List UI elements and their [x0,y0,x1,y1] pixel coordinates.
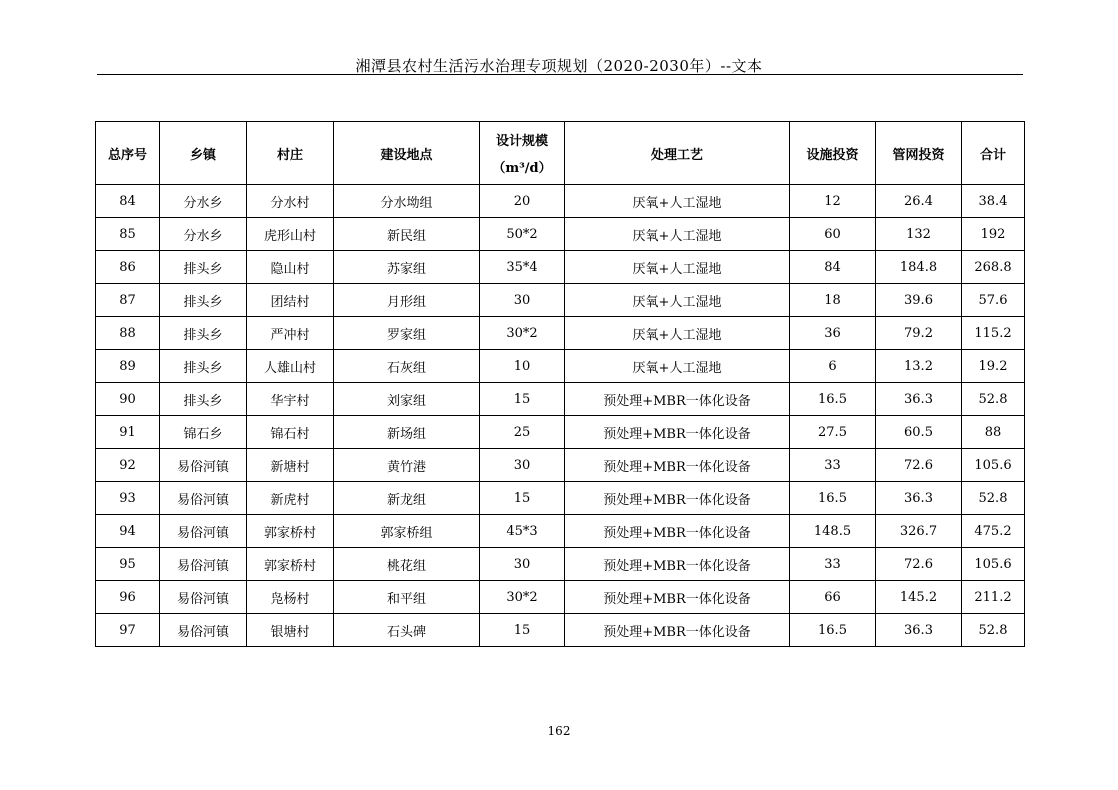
cell-facility-investment: 18 [790,284,876,317]
table-row [96,449,1025,482]
cell-serial: 88 [96,317,160,350]
cell-facility-investment: 60 [790,218,876,251]
cell-village: 隐山村 [247,251,334,284]
cell-pipe-investment: 72.6 [876,449,962,482]
header-facility-investment: 设施投资 [790,122,876,185]
cell-process: 预处理+MBR一体化设备 [565,614,790,647]
cell-total: 88 [962,416,1025,449]
cell-total: 38.4 [962,185,1025,218]
cell-township: 排头乡 [160,317,247,350]
cell-site: 和平组 [334,581,480,614]
cell-facility-investment: 16.5 [790,614,876,647]
cell-total: 52.8 [962,383,1025,416]
cell-site: 石头碑 [334,614,480,647]
cell-site: 刘家组 [334,383,480,416]
cell-total: 19.2 [962,350,1025,383]
header-pipe-investment: 管网投资 [876,122,962,185]
cell-township: 排头乡 [160,350,247,383]
cell-process: 预处理+MBR一体化设备 [565,548,790,581]
cell-site: 苏家组 [334,251,480,284]
table-row [96,548,1025,581]
cell-township: 易俗河镇 [160,581,247,614]
cell-village: 银塘村 [247,614,334,647]
table-row [96,515,1025,548]
cell-village: 新塘村 [247,449,334,482]
cell-design-scale: 15 [480,383,565,416]
cell-township: 排头乡 [160,251,247,284]
header-divider [97,74,1023,75]
cell-village: 凫杨村 [247,581,334,614]
cell-pipe-investment: 60.5 [876,416,962,449]
cell-facility-investment: 27.5 [790,416,876,449]
cell-total: 52.8 [962,482,1025,515]
cell-process: 预处理+MBR一体化设备 [565,581,790,614]
cell-pipe-investment: 26.4 [876,185,962,218]
cell-site: 新场组 [334,416,480,449]
cell-serial: 91 [96,416,160,449]
cell-design-scale: 30 [480,548,565,581]
table-row [96,317,1025,350]
header-township: 乡镇 [160,122,247,185]
cell-village: 郭家桥村 [247,515,334,548]
cell-total: 192 [962,218,1025,251]
cell-township: 分水乡 [160,185,247,218]
cell-township: 易俗河镇 [160,482,247,515]
cell-village: 严冲村 [247,317,334,350]
cell-township: 易俗河镇 [160,449,247,482]
cell-village: 人雄山村 [247,350,334,383]
table-row [96,482,1025,515]
cell-township: 分水乡 [160,218,247,251]
cell-process: 预处理+MBR一体化设备 [565,416,790,449]
cell-facility-investment: 84 [790,251,876,284]
cell-facility-investment: 12 [790,185,876,218]
cell-total: 52.8 [962,614,1025,647]
cell-pipe-investment: 132 [876,218,962,251]
cell-serial: 95 [96,548,160,581]
cell-village: 新虎村 [247,482,334,515]
cell-serial: 87 [96,284,160,317]
cell-facility-investment: 6 [790,350,876,383]
cell-township: 易俗河镇 [160,614,247,647]
cell-village: 分水村 [247,185,334,218]
cell-design-scale: 35*4 [480,251,565,284]
cell-design-scale: 10 [480,350,565,383]
cell-site: 新龙组 [334,482,480,515]
cell-pipe-investment: 72.6 [876,548,962,581]
cell-design-scale: 30*2 [480,317,565,350]
cell-village: 团结村 [247,284,334,317]
cell-serial: 94 [96,515,160,548]
cell-design-scale: 30*2 [480,581,565,614]
cell-pipe-investment: 36.3 [876,383,962,416]
cell-facility-investment: 36 [790,317,876,350]
cell-design-scale: 30 [480,449,565,482]
cell-township: 易俗河镇 [160,515,247,548]
cell-total: 115.2 [962,317,1025,350]
cell-township: 排头乡 [160,383,247,416]
cell-process: 预处理+MBR一体化设备 [565,383,790,416]
table-row [96,185,1025,218]
cell-design-scale: 30 [480,284,565,317]
cell-pipe-investment: 36.3 [876,614,962,647]
header-village: 村庄 [247,122,334,185]
cell-pipe-investment: 36.3 [876,482,962,515]
table-row [96,251,1025,284]
header-process: 处理工艺 [565,122,790,185]
cell-township: 锦石乡 [160,416,247,449]
cell-facility-investment: 66 [790,581,876,614]
cell-total: 475.2 [962,515,1025,548]
table-row [96,350,1025,383]
cell-process: 厌氧+人工湿地 [565,317,790,350]
cell-process: 厌氧+人工湿地 [565,185,790,218]
cell-process: 预处理+MBR一体化设备 [565,449,790,482]
investment-table [95,121,1025,647]
cell-site: 分水坳组 [334,185,480,218]
cell-facility-investment: 33 [790,548,876,581]
header-serial: 总序号 [96,122,160,185]
table-row [96,284,1025,317]
cell-design-scale: 20 [480,185,565,218]
cell-process: 预处理+MBR一体化设备 [565,515,790,548]
cell-village: 虎形山村 [247,218,334,251]
cell-total: 105.6 [962,449,1025,482]
header-total: 合计 [962,122,1025,185]
cell-process: 预处理+MBR一体化设备 [565,482,790,515]
cell-design-scale: 50*2 [480,218,565,251]
cell-total: 268.8 [962,251,1025,284]
cell-village: 华宇村 [247,383,334,416]
cell-site: 石灰组 [334,350,480,383]
cell-serial: 93 [96,482,160,515]
table-header-row [96,122,1025,185]
cell-process: 厌氧+人工湿地 [565,350,790,383]
cell-township: 排头乡 [160,284,247,317]
cell-village: 郭家桥村 [247,548,334,581]
cell-total: 211.2 [962,581,1025,614]
cell-village: 锦石村 [247,416,334,449]
cell-township: 易俗河镇 [160,548,247,581]
header-design-scale-label: 设计规模 [495,134,548,149]
cell-serial: 86 [96,251,160,284]
table-row [96,383,1025,416]
cell-total: 105.6 [962,548,1025,581]
cell-site: 罗家组 [334,317,480,350]
cell-pipe-investment: 326.7 [876,515,962,548]
cell-serial: 97 [96,614,160,647]
cell-site: 新民组 [334,218,480,251]
cell-pipe-investment: 13.2 [876,350,962,383]
cell-serial: 96 [96,581,160,614]
header-design-scale-unit: （m³/d） [492,161,552,176]
page-header-title: 湘潭县农村生活污水治理专项规划（2020-2030年）--文本 [355,57,763,75]
table-row [96,218,1025,251]
cell-serial: 85 [96,218,160,251]
cell-site: 黄竹港 [334,449,480,482]
cell-process: 厌氧+人工湿地 [565,218,790,251]
cell-facility-investment: 16.5 [790,482,876,515]
cell-serial: 84 [96,185,160,218]
cell-process: 厌氧+人工湿地 [565,251,790,284]
cell-total: 57.6 [962,284,1025,317]
cell-site: 郭家桥组 [334,515,480,548]
table-row [96,581,1025,614]
cell-facility-investment: 33 [790,449,876,482]
cell-design-scale: 25 [480,416,565,449]
header-site: 建设地点 [334,122,480,185]
table-row [96,614,1025,647]
cell-pipe-investment: 39.6 [876,284,962,317]
header-design-scale [480,122,565,185]
cell-serial: 89 [96,350,160,383]
cell-process: 厌氧+人工湿地 [565,284,790,317]
cell-pipe-investment: 145.2 [876,581,962,614]
cell-serial: 92 [96,449,160,482]
cell-design-scale: 15 [480,482,565,515]
table-body [96,185,1025,647]
cell-facility-investment: 148.5 [790,515,876,548]
cell-design-scale: 45*3 [480,515,565,548]
page-number: 162 [547,724,571,738]
cell-pipe-investment: 184.8 [876,251,962,284]
cell-design-scale: 15 [480,614,565,647]
cell-facility-investment: 16.5 [790,383,876,416]
cell-site: 桃花组 [334,548,480,581]
cell-site: 月形组 [334,284,480,317]
cell-pipe-investment: 79.2 [876,317,962,350]
cell-serial: 90 [96,383,160,416]
table-row [96,416,1025,449]
